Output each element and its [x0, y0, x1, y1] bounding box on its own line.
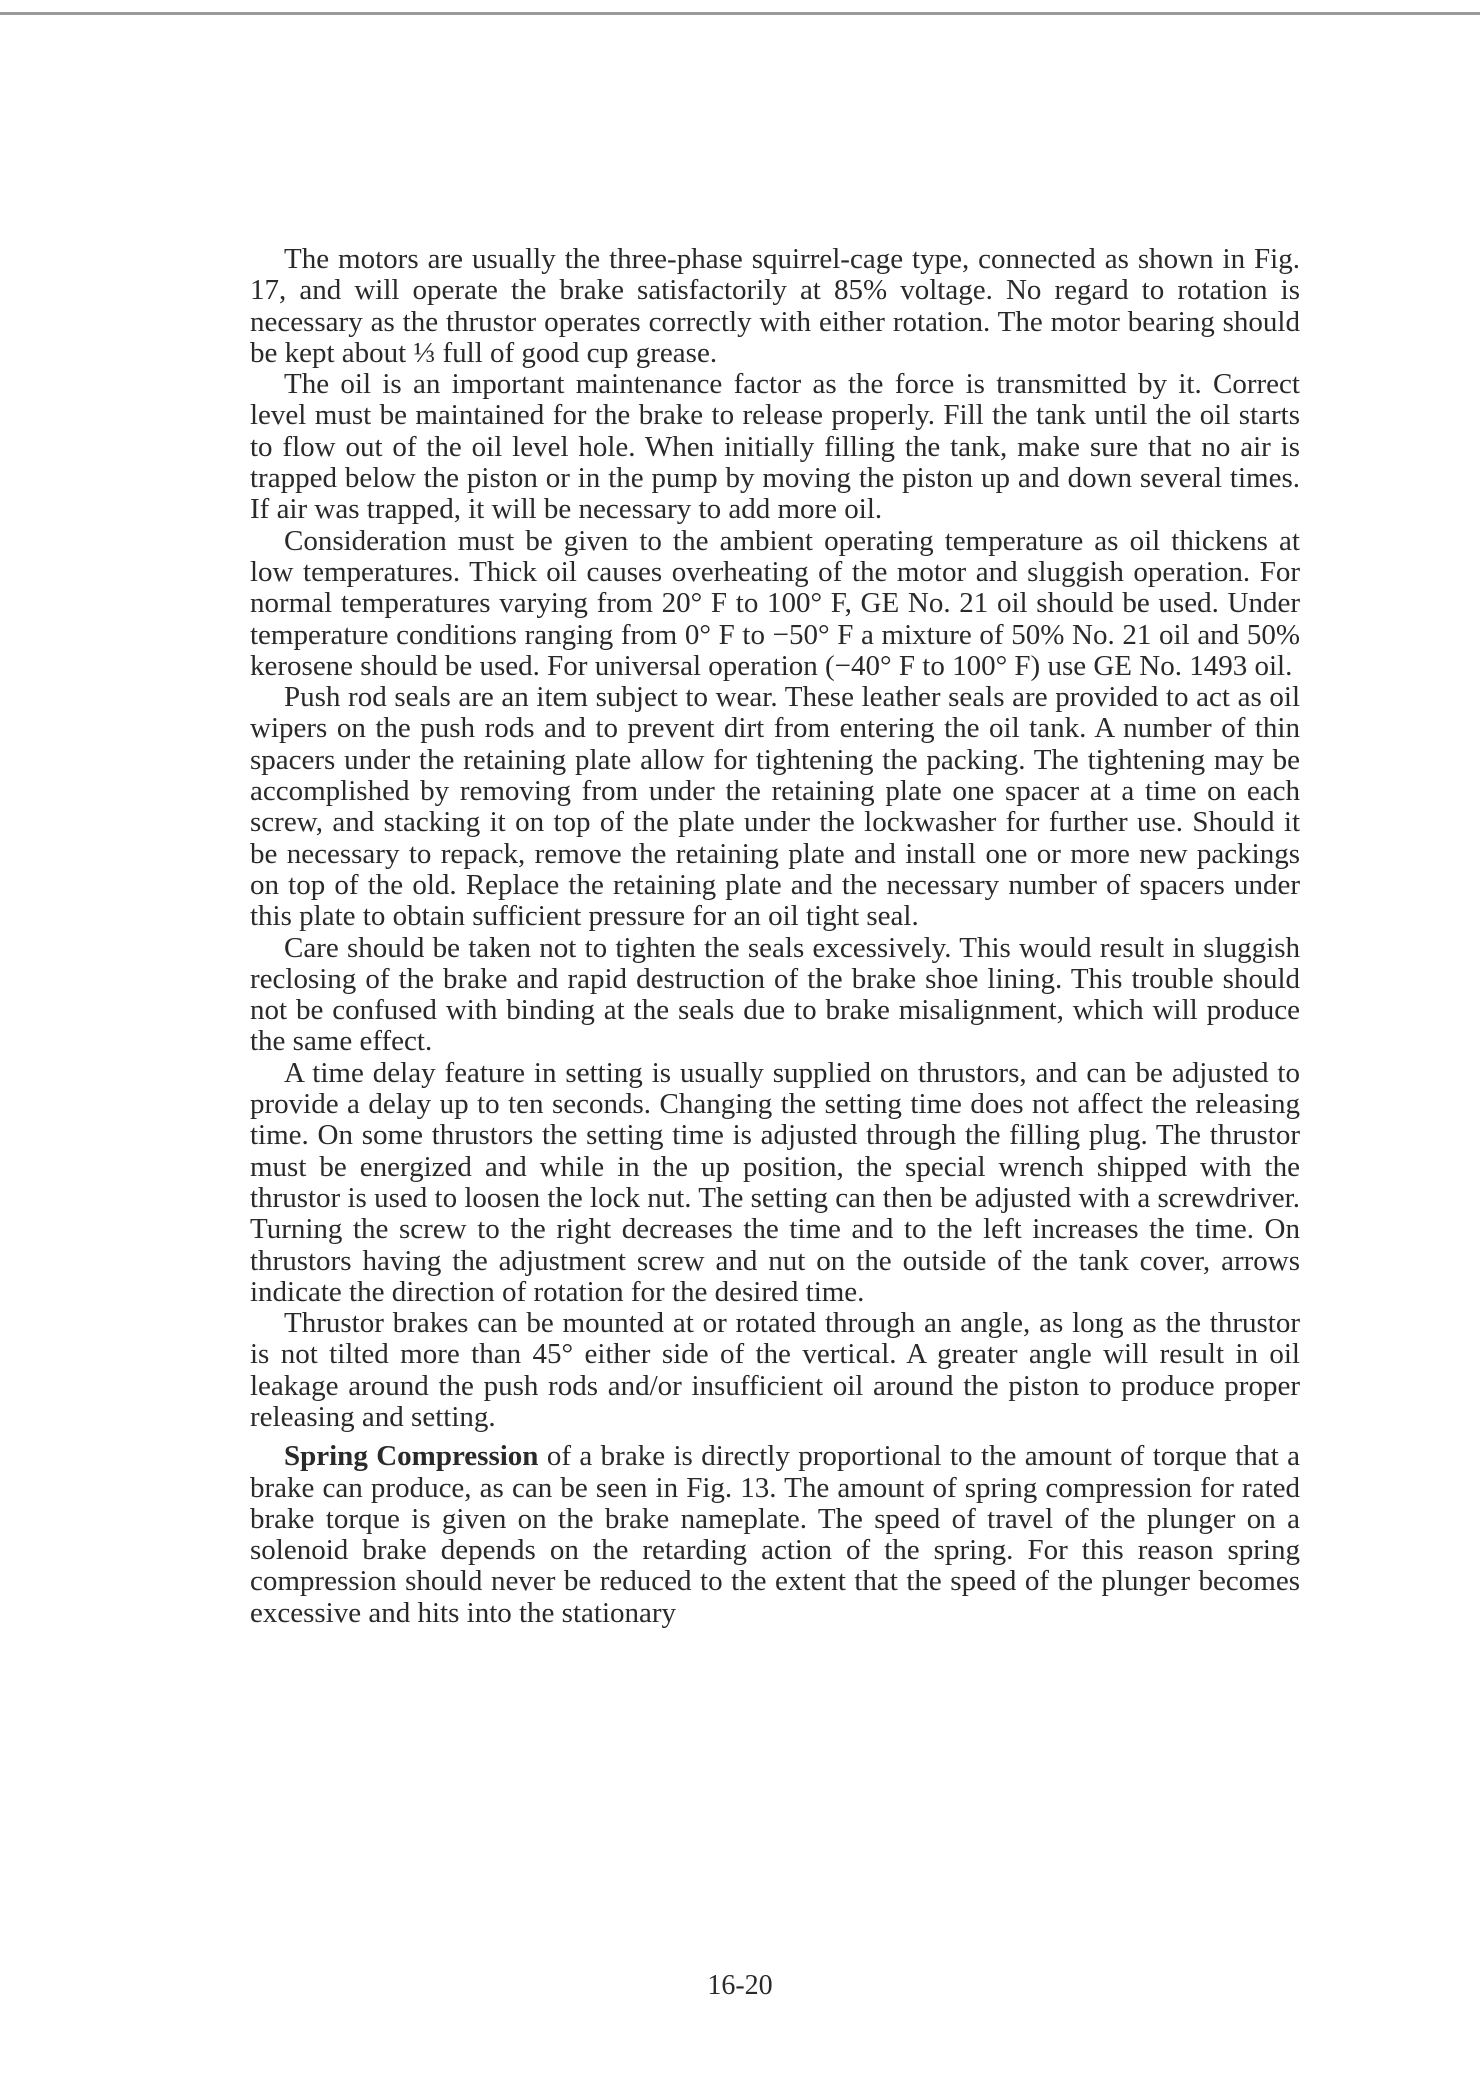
- section-heading-spring-compression: Spring Compression: [284, 1440, 539, 1473]
- paragraph-temperature: Consideration must be given to the ambient operating temperature as oil thickens at low temperatures. Thick oil causes overheating of the motor and sluggish operation. For normal temperatures varying from 20° F to 100° F, GE No. 21 oil should be used. Under temperature conditions ranging from 0° F to −50° F a mixture of 50% No. 21 oil and 50% kerosene should be used. For universal operation (−40° F to 100° F) use GE No. 1493 oil.: [250, 524, 1300, 682]
- paragraph-push-rod-seals: Push rod seals are an item subject to wear. These leather seals are provided to act as oil wipers on the push rods and to prevent dirt from entering the oil tank. A number of thin spacers under the retaining plate allow for tightening the packing. The tightening may be accomplished by removing from under the retaining plate one spacer at a time on each screw, and stacking it on top of the plate under the lockwasher for further use. Should it be necessary to repack, remove the retaining plate and install one or more new packings on top of the old. Replace the retaining plate and the necessary number of spacers under this plate to obtain sufficient pressure for an oil tight seal.: [250, 681, 1300, 933]
- top-rule: [0, 12, 1480, 15]
- paragraph-mounting: Thrustor brakes can be mounted at or rotated through an angle, as long as the thrustor is not tilted more than 45° either side of the vertical. A greater angle will result in oil leakage around the push rods and/or insufficient oil around the piston to produce proper releasing and setting.: [250, 1307, 1300, 1433]
- paragraph-time-delay: A time delay feature in setting is usually supplied on thrustors, and can be adjusted to provide a delay up to ten seconds. Changing the setting time does not affect the releasing time. On some thrustors the setting time is adjusted through the filling plug. The thrustor must be energized and while in the up position, the special wrench shipped with the thrustor is used to loosen the lock nut. The setting can then be adjusted with a screwdriver. Turning the screw to the right decreases the time and to the left increases the time. On thrustors having the adjustment screw and nut on the outside of the tank cover, arrows indicate the direction of rotation for the desired time.: [250, 1056, 1300, 1308]
- paragraph-spring-compression: [250, 1441, 1300, 1629]
- paragraph-oil: The oil is an important maintenance factor as the force is transmitted by it. Correct level must be maintained for the brake to release properly. Fill the tank until the oil starts to flow out of the oil level hole. When initially filling the tank, make sure that no air is trapped below the piston or in the pump by moving the piston up and down several times. If air was trapped, it will be necessary to add more oil.: [250, 368, 1300, 526]
- page-number: 16-20: [707, 1970, 773, 2001]
- spring-compression-text: of a brake is directly proportional to the amount of torque that a brake can produce, as can be seen in Fig. 13. The amount of spring compression for rated brake torque is given on the brake nameplate. The speed of travel of the plunger on a solenoid brake depends on the retarding action of the spring. For this reason spring compression should never be reduced to the extent that the speed of the plunger becomes excessive and hits into the stationary: [250, 1440, 1300, 1629]
- page-body: [250, 244, 1300, 1629]
- paragraph-motors: The motors are usually the three-phase squirrel-cage type, connected as shown in Fig. 17, and will operate the brake satisfactorily at 85% voltage. No regard to rotation is necessary as the thrustor operates correctly with either rotation. The motor bearing should be kept about ⅓ full of good cup grease.: [250, 243, 1300, 369]
- paragraph-seal-care: Care should be taken not to tighten the seals excessively. This would result in sluggish reclosing of the brake and rapid destruction of the brake shoe lining. This trouble should not be confused with binding at the seals due to brake misalignment, which will produce the same effect.: [250, 931, 1300, 1058]
